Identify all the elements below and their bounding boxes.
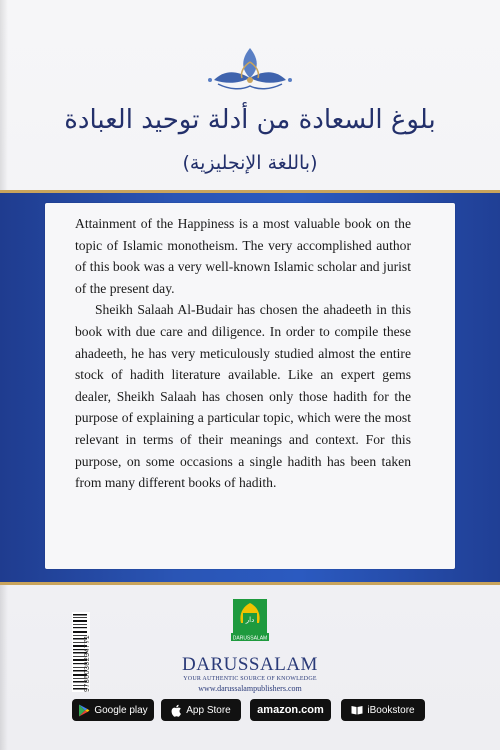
apple-icon [171, 704, 182, 717]
floral-ornament-icon [200, 40, 300, 100]
app-store-label: App Store [186, 704, 231, 716]
logo-caption: DARUSSALAM [232, 635, 268, 642]
barcode-digits: 9786030234771 [84, 634, 91, 692]
arabic-subtitle: (باللغة الإنجليزية) [182, 152, 318, 174]
app-store-badge[interactable] [161, 699, 241, 721]
ibookstore-badge[interactable] [341, 699, 425, 721]
google-play-badge[interactable] [72, 699, 154, 721]
description-paragraph-1: Attainment of the Happiness is a most valuable book on the topic of Islamic monotheism. The very accomplished author of this book was a very well-known Islamic scholar and jurist of the present day. [75, 216, 411, 296]
google-play-label: Google play [94, 704, 148, 716]
darussalam-logo [229, 597, 271, 645]
amazon-badge[interactable] [250, 699, 331, 721]
publisher-tagline: YOUR AUTHENTIC SOURCE OF KNOWLEDGE [183, 676, 317, 682]
svg-text:دار: دار [245, 616, 255, 624]
description-text [75, 213, 411, 494]
ibookstore-label: iBookstore [367, 704, 415, 716]
gold-divider-top [0, 190, 500, 193]
arabic-title: بلوغ السعادة من أدلة توحيد العبادة [64, 105, 436, 135]
publisher-url: www.darussalampublishers.com [198, 684, 302, 693]
publisher-name: DARUSSALAM [182, 654, 318, 675]
description-paragraph-2: Sheikh Salaah Al-Budair has chosen the ahadeeth in this book with due care and diligence. In order to compile these ahadeeth, he has very meticulously studied almost the entire stock of hadith literature available. Like an expert gems dealer, Sheikh Salaah has chosen only those hadith for the purpose of explaining a particular topic, which were the most relevant in terms of their meanings and context. For this purpose, on some occasions a single hadith has been taken from many different books of hadith. [75, 302, 411, 491]
google-play-icon [78, 704, 90, 717]
ibooks-icon [351, 705, 363, 715]
gold-divider-bottom [0, 582, 500, 585]
amazon-label: amazon.com [257, 704, 324, 716]
